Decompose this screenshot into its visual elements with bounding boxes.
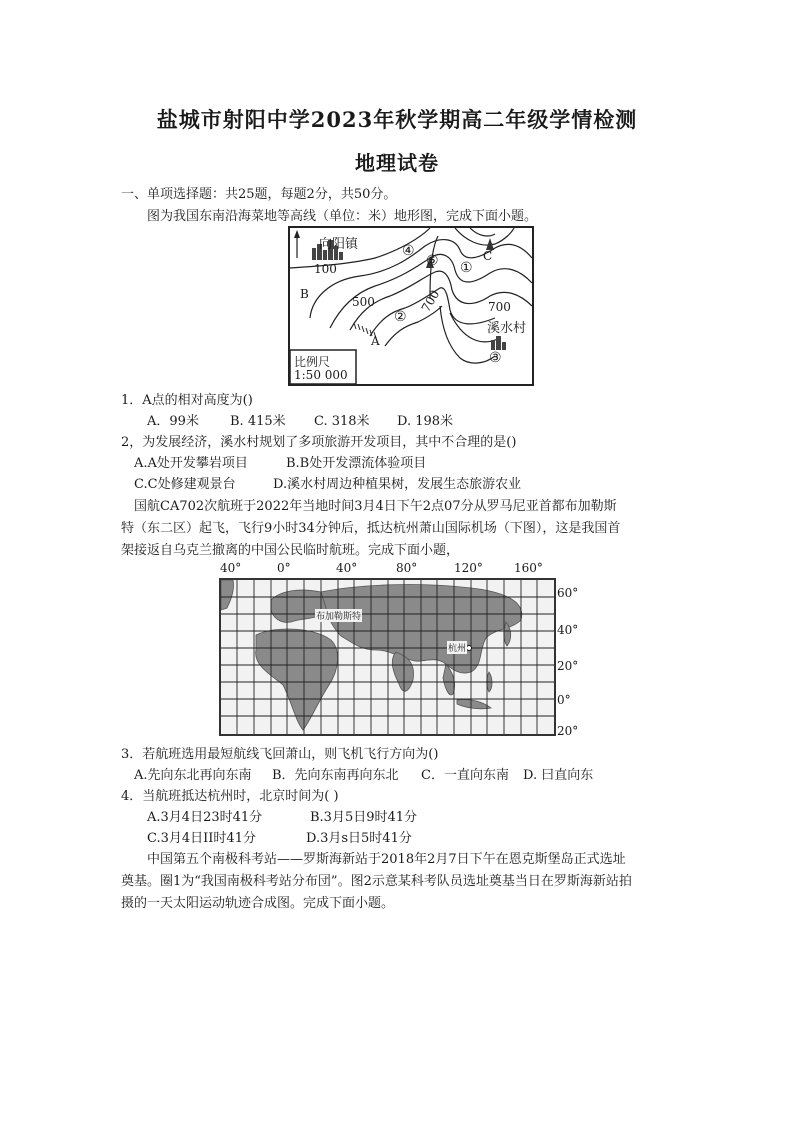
point-c: C bbox=[483, 249, 493, 263]
q1-stem: 1．A点的相对高度为() bbox=[121, 393, 253, 408]
hangzhou-marker-icon bbox=[467, 646, 472, 651]
village-icon bbox=[491, 336, 506, 350]
passage3-line3: 摄的一天太阳运动轨迹合成图。完成下面小题。 bbox=[121, 896, 395, 911]
scale-value: 1:50 000 bbox=[294, 368, 348, 382]
village-label: 溪水村 bbox=[487, 321, 527, 336]
indonesia-landmass bbox=[457, 699, 491, 708]
map-tick-right-1: 60° bbox=[557, 586, 579, 600]
section-intro: 图为我国东南沿海菜地等高线（单位：米）地形图，完成下面小题。 bbox=[147, 209, 538, 224]
world-map bbox=[219, 578, 556, 736]
q4-option-a[interactable]: A.3月4日23时41分 bbox=[147, 810, 263, 825]
map-tick-top-3: 40° bbox=[336, 561, 358, 575]
q1-option-b[interactable]: B. 415米 bbox=[230, 414, 286, 429]
bucharest-label: 布加勒斯特 bbox=[315, 609, 362, 622]
map-tick-top-2: 0° bbox=[277, 561, 291, 575]
contour-label-700: 700 bbox=[418, 287, 443, 315]
q4-option-b[interactable]: B.3月5日9时41分 bbox=[310, 810, 418, 825]
marker-1: ① bbox=[460, 260, 473, 276]
map-tick-top-6: 160° bbox=[514, 561, 543, 575]
passage3-line2: 奠基。圈1为“我国南极科考站分布団”。图2示意某科考队员选址奠基当日在罗斯海新站拍 bbox=[121, 874, 632, 889]
hangzhou-label: 杭州 bbox=[447, 641, 467, 654]
q2-option-d[interactable]: D.溪水村周边种植果树，发展生态旅游农业 bbox=[273, 477, 522, 492]
page-subtitle: 地理试卷 bbox=[355, 151, 439, 175]
map-tick-top-1: 40° bbox=[220, 561, 242, 575]
map-tick-right-5: 20° bbox=[557, 724, 579, 738]
marker-3: ③ bbox=[489, 350, 502, 366]
q3-option-c[interactable]: C．一直向东南 bbox=[421, 768, 509, 783]
contour-label-500: 500 bbox=[352, 295, 375, 309]
passage2-line1: 国航CA702次航班于2022年当地时间3月4日下午2点07分从罗马尼亚首都布加勒斯 bbox=[134, 499, 617, 514]
town-label: 向阳镇 bbox=[319, 237, 359, 252]
contour-label-100: 100 bbox=[314, 262, 337, 276]
marker-2: ② bbox=[394, 309, 407, 325]
page-title: 盐城市射阳中学2023年秋学期高二年级学情检测 bbox=[156, 107, 638, 132]
q2-option-a[interactable]: A.A处开发攀岩项目 bbox=[134, 456, 248, 471]
africa-landmass bbox=[256, 629, 338, 730]
americas-landmass bbox=[221, 580, 234, 610]
q3-stem: 3．若航班选用最短航线飞回萧山，则飞机飞行方向为() bbox=[121, 747, 439, 762]
contour-map bbox=[288, 226, 534, 386]
passage2-line3: 架接返自乌克兰撤离的中国公民临时航班。完成下面小题， bbox=[121, 543, 460, 558]
scale-label: 比例尺 bbox=[294, 355, 331, 369]
marker-4: ④ bbox=[402, 243, 415, 259]
map-tick-top-5: 120° bbox=[454, 561, 483, 575]
map-tick-right-2: 40° bbox=[557, 623, 579, 637]
q3-option-b[interactable]: B．先向东南再向东北 bbox=[272, 768, 399, 783]
q4-option-c[interactable]: C.3月4日II时41分 bbox=[147, 831, 256, 846]
q2-stem: 2，为发展经济，溪水村规划了多项旅游开发项目，其中不合理的是() bbox=[121, 435, 517, 450]
q1-option-d[interactable]: D. 198米 bbox=[397, 414, 454, 429]
q1-option-a[interactable]: A．99米 bbox=[147, 414, 199, 429]
map-tick-right-3: 20° bbox=[557, 659, 579, 673]
passage2-line2: 特（东二区）起飞，飞行9小时34分钟后，抵达杭州萧山国际机场（下图），这是我国首 bbox=[121, 521, 621, 536]
q3-option-a[interactable]: A.先向东北再向东南 bbox=[134, 768, 252, 783]
q4-option-d[interactable]: D.3月s日5时41分 bbox=[306, 831, 412, 846]
point-b: B bbox=[300, 287, 309, 301]
point-a: A bbox=[371, 334, 380, 348]
world-map-drawing bbox=[221, 580, 554, 734]
q3-option-d[interactable]: D. 曰直向东 bbox=[523, 768, 594, 783]
passage3-line1: 中国第五个南极科考站——罗斯海新站于2018年2月7日下午在恩克斯堡岛正式选址 bbox=[147, 852, 626, 867]
map-tick-top-4: 80° bbox=[396, 561, 418, 575]
q2-option-b[interactable]: B.B处开发漂流体验项目 bbox=[286, 456, 427, 471]
q2-option-c[interactable]: C.C处修建观景台 bbox=[134, 477, 236, 492]
contour-label-700-village: 700 bbox=[488, 300, 511, 314]
map-tick-right-4: 0° bbox=[557, 693, 571, 707]
q4-stem: 4．当航班抵达杭州时，北京时间为( ) bbox=[121, 789, 339, 804]
section-heading: 一、单项选择题：共25题，每题2分，共50分。 bbox=[121, 187, 397, 202]
q1-option-c[interactable]: C. 318米 bbox=[314, 414, 370, 429]
marker-5: ⑤ bbox=[426, 253, 439, 269]
